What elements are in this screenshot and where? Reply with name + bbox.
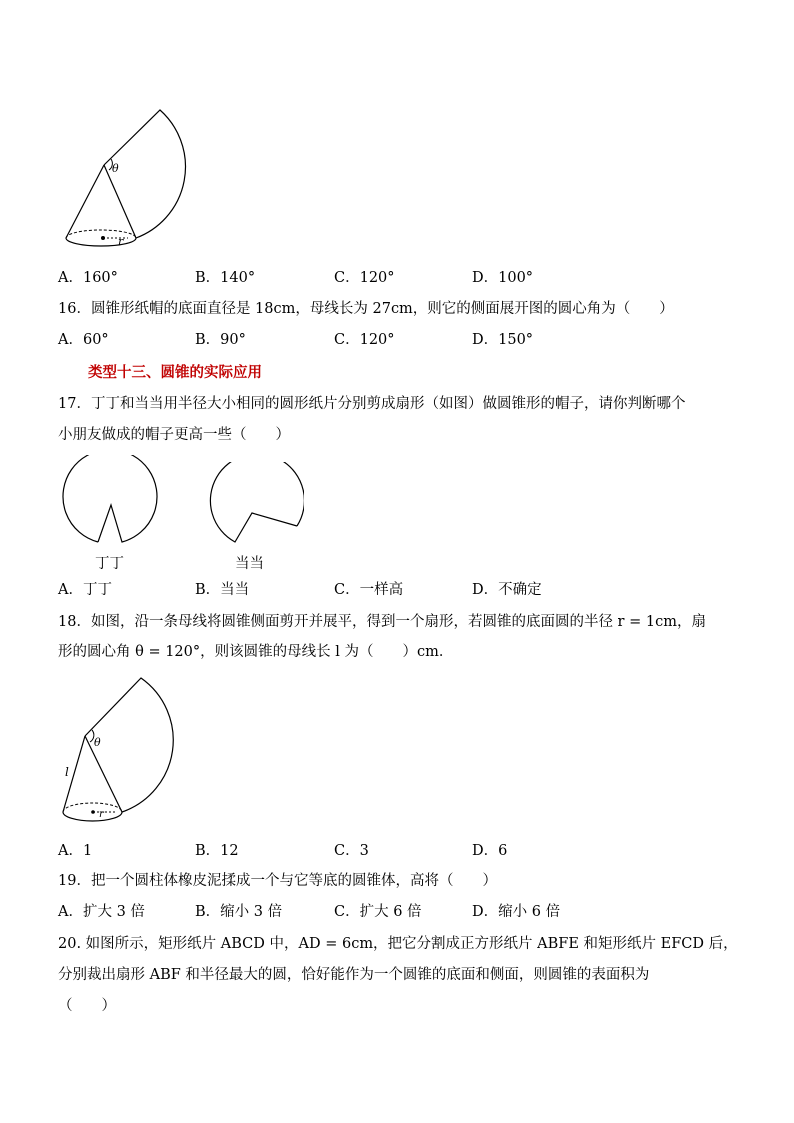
radius-label: r [118,235,124,248]
q18-option-a[interactable]: A．1 [58,843,93,859]
q17-caption-dingding: 丁丁 [95,556,124,572]
q19-option-c[interactable]: C．扩大 6 倍 [334,904,422,920]
q18-option-b[interactable]: B．12 [195,843,239,859]
q17-option-c[interactable]: C．一样高 [334,582,404,598]
figure-q17-dangdang-sector [202,462,304,546]
q18-question-line1: 18．如图，沿一条母线将圆锥侧面剪开并展平，得到一个扇形，若圆锥的底面圆的半径 r = 1cm，扇 [58,614,706,630]
cone-left-edge [66,165,104,238]
q17-question-line2: 小朋友做成的帽子更高一些（ ） [58,427,290,443]
q17-option-b[interactable]: B．当当 [195,582,250,598]
base-center [101,236,105,240]
q15-option-c[interactable]: C．120° [334,270,395,286]
q16-question: 16．圆锥形纸帽的底面直径是 18cm，母线长为 27cm，则它的侧面展开图的圆心角为（ ） [58,301,674,317]
q18-question-line2: 形的圆心角 θ = 120°，则该圆锥的母线长 l 为（ ）cm． [58,644,454,660]
q18-radius-label: r [99,809,104,820]
cone-base-back [66,230,136,238]
q19-option-b[interactable]: B．缩小 3 倍 [195,904,283,920]
q16-option-d[interactable]: D．150° [472,332,534,348]
q20-question-line2: 分别裁出扇形 ABF 和半径最大的圆，恰好能作为一个圆锥的底面和侧面，则圆锥的表面积为 [58,967,650,983]
q16-option-a[interactable]: A．60° [58,332,109,348]
q17-option-a[interactable]: A．丁丁 [58,582,112,598]
angle-label: θ [112,162,119,175]
cone-base-front [66,238,136,246]
q18-option-d[interactable]: D．6 [472,843,508,859]
cone-right-edge [104,165,136,238]
figure-q18-cone-sector [55,668,185,833]
q18-slant-label: l [65,765,69,779]
q15-option-b[interactable]: B．140° [195,270,256,286]
q19-option-a[interactable]: A．扩大 3 倍 [58,904,145,920]
figure-q15-cone-sector [60,100,195,255]
section-title: 类型十三、圆锥的实际应用 [88,365,262,381]
q20-answer-blank[interactable]: （ ） [58,998,116,1014]
q19-question: 19．把一个圆柱体橡皮泥揉成一个与它等底的圆锥体，高将（ ） [58,873,497,889]
q17-caption-dangdang: 当当 [235,556,264,572]
q19-option-d[interactable]: D．缩小 6 倍 [472,904,561,920]
q15-option-d[interactable]: D．100° [472,270,534,286]
q18-option-c[interactable]: C．3 [334,843,369,859]
q18-angle-label: θ [94,736,101,749]
q17-option-d[interactable]: D．不确定 [472,582,542,598]
q17-question-line1: 17．丁丁和当当用半径大小相同的圆形纸片分别剪成扇形（如图）做圆锥形的帽子，请你判断哪个 [58,396,686,412]
q16-option-b[interactable]: B．90° [195,332,246,348]
figure-q17-dingding-sector [58,455,162,550]
q20-question-line1: 20. 如图所示，矩形纸片 ABCD 中，AD = 6cm，把它分割成正方形纸片 ABFE 和矩形纸片 EFCD 后， [58,936,738,952]
q15-option-a[interactable]: A．160° [58,270,118,286]
q16-option-c[interactable]: C．120° [334,332,395,348]
